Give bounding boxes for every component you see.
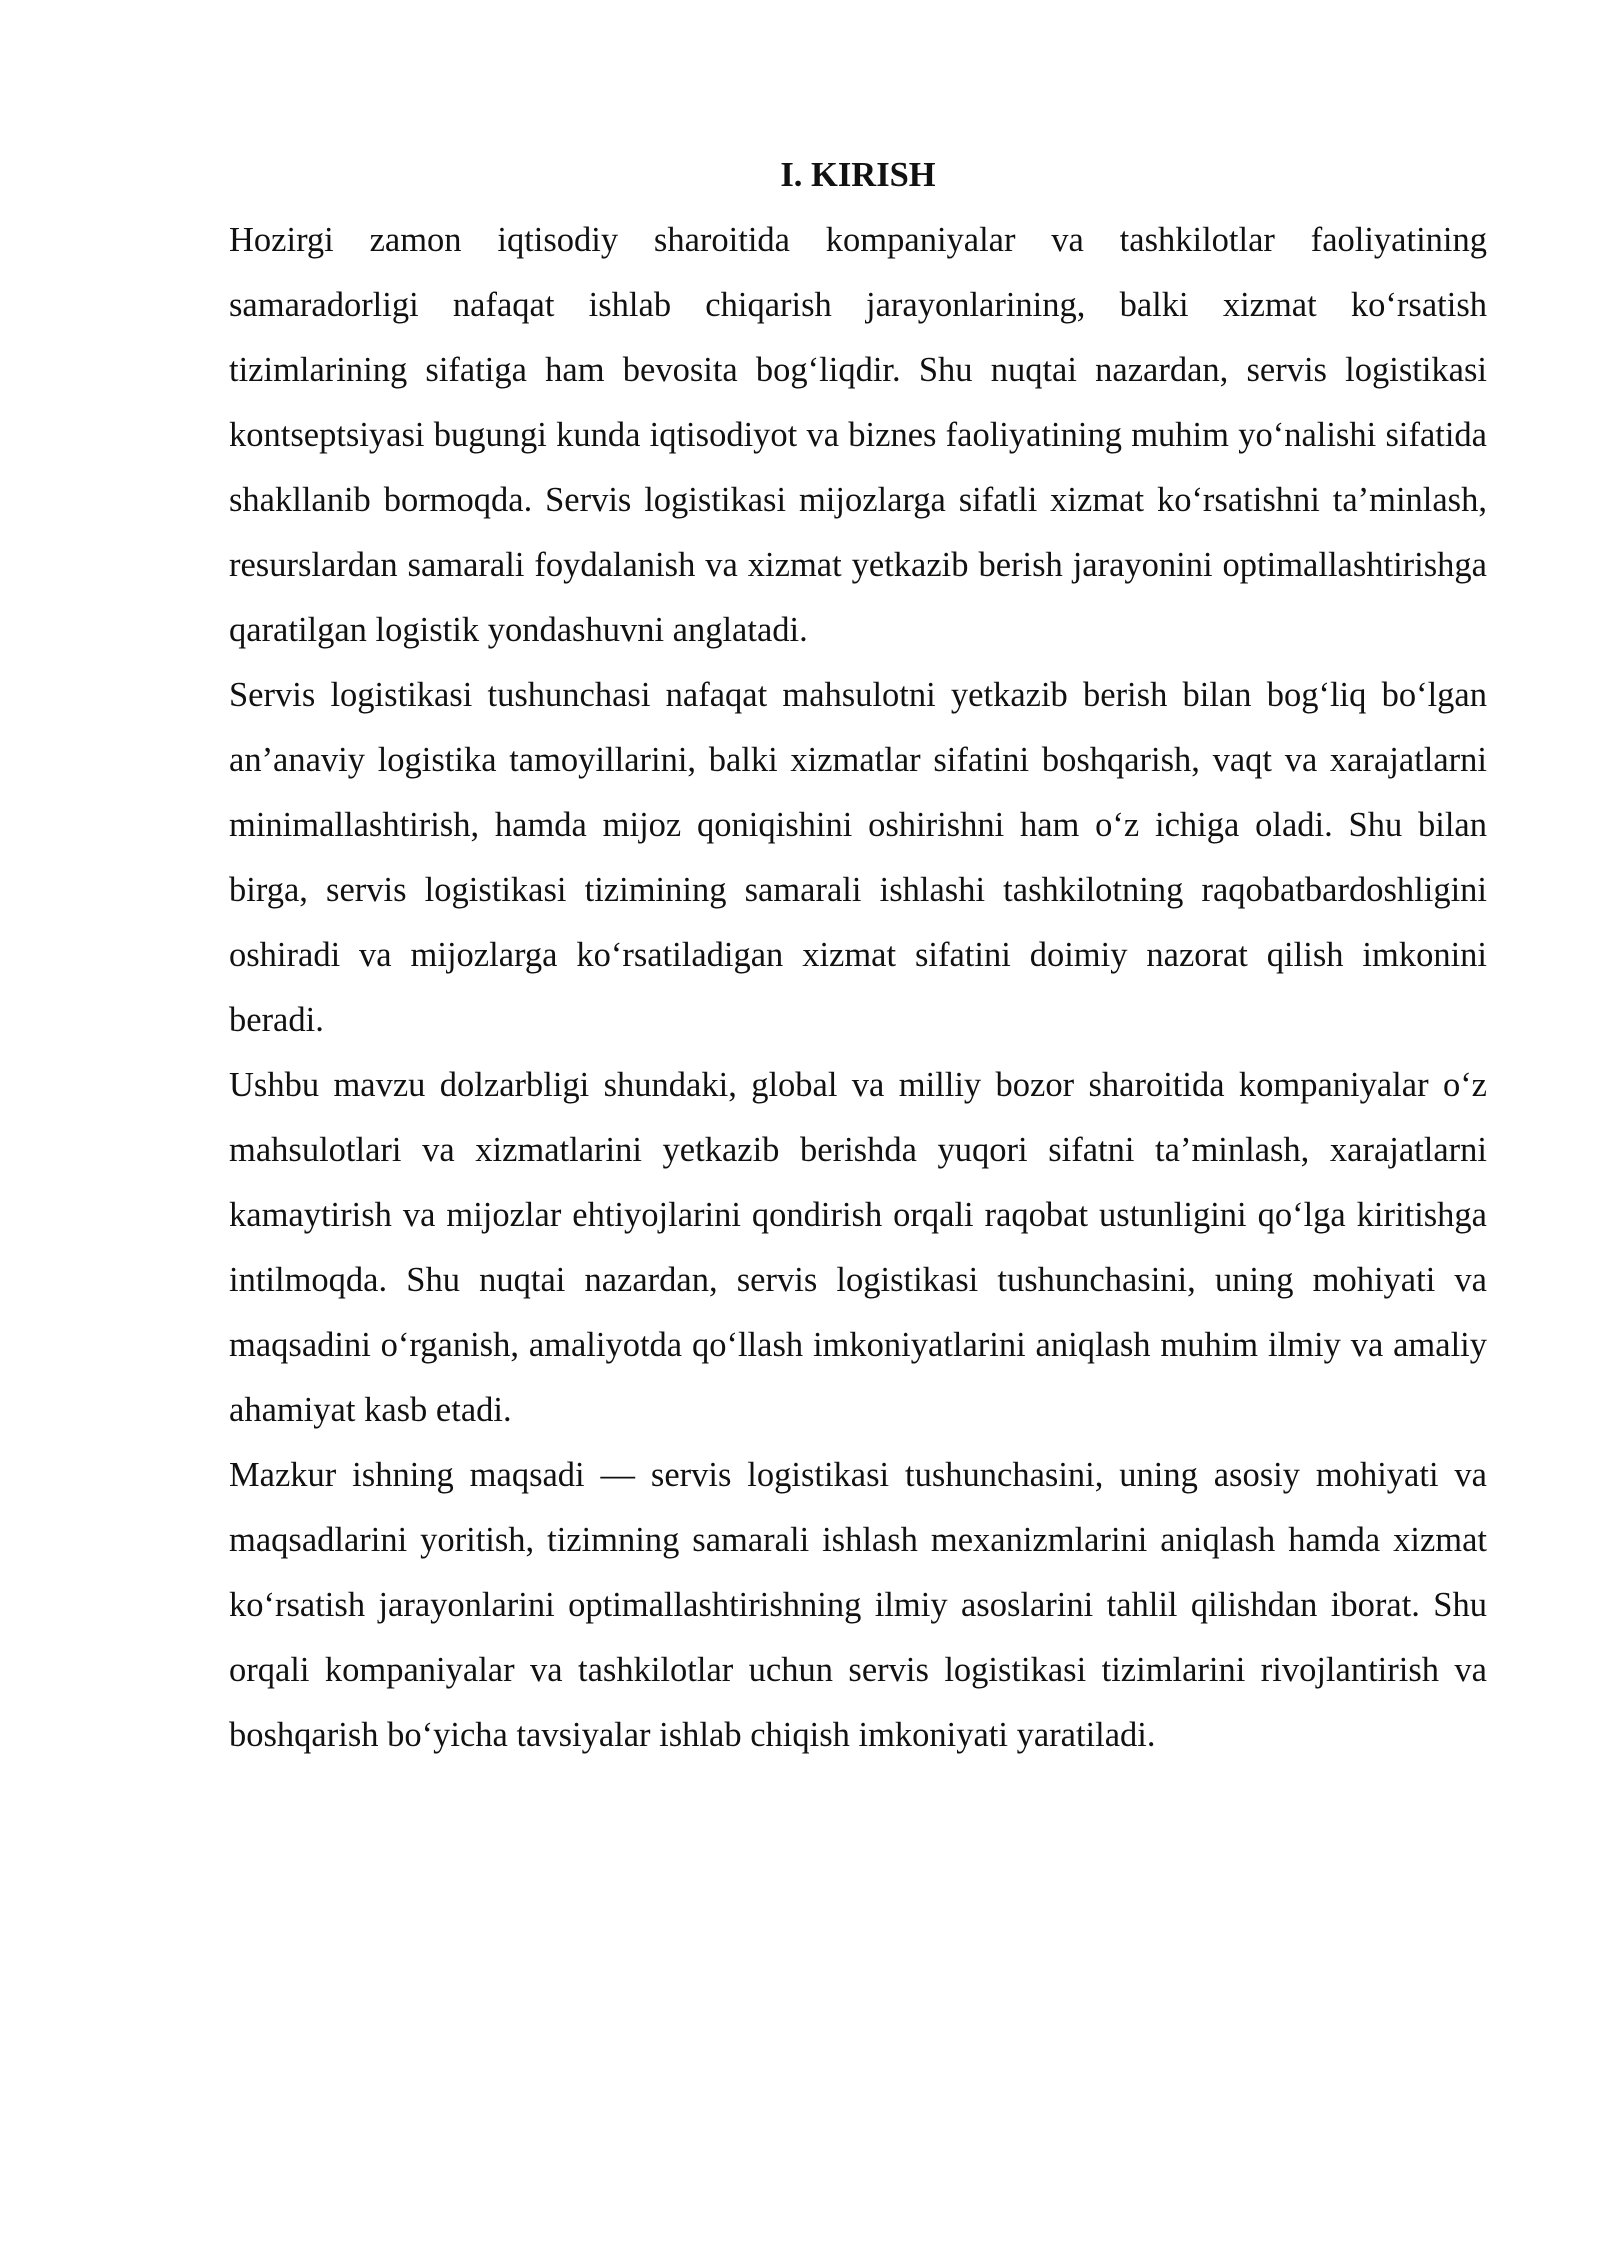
paragraph-4: Mazkur ishning maqsadi — servis logistikasi tushunchasini, uning asosiy mohiyati va maqsadlarini yoritish, tizimning samarali ishlash mexanizmlarini aniqlash hamda xizmat ko‘rsatish jarayonlarini optimallashtirishning ilmiy asoslarini tahlil qilishdan iborat. Shu orqali kompaniyalar va tashkilotlar uchun servis logistikasi tizimlarini rivojlantirish va boshqarish bo‘yicha tavsiyalar ishlab chiqish imkoniyati yaratiladi.: [229, 1456, 1487, 1754]
section-heading: I. KIRISH: [780, 156, 936, 194]
document-page: [229, 150, 1487, 1768]
paragraph-1: Hozirgi zamon iqtisodiy sharoitida kompaniyalar va tashkilotlar faoliyatining samaradorligi nafaqat ishlab chiqarish jarayonlarining, balki xizmat ko‘rsatish tizimlarining sifatiga ham bevosita bog‘liqdir. Shu nuqtai nazardan, servis logistikasi kontseptsiyasi bugungi kunda iqtisodiyot va biznes faoliyatining muhim yo‘nalishi sifatida shakllanib bormoqda. Servis logistikasi mijozlarga sifatli xizmat ko‘rsatishni ta’minlash, resurslardan samarali foydalanish va xizmat yetkazib berish jarayonini optimallashtirishga qaratilgan logistik yondashuvni anglatadi.: [229, 221, 1487, 649]
paragraph-3: Ushbu mavzu dolzarbligi shundaki, global va milliy bozor sharoitida kompaniyalar o‘z mahsulotlari va xizmatlarini yetkazib berishda yuqori sifatni ta’minlash, xarajatlarni kamaytirish va mijozlar ehtiyojlarini qondirish orqali raqobat ustunligini qo‘lga kiritishga intilmoqda. Shu nuqtai nazardan, servis logistikasi tushunchasini, uning mohiyati va maqsadini o‘rganish, amaliyotda qo‘llash imkoniyatlarini aniqlash muhim ilmiy va amaliy ahamiyat kasb etadi.: [229, 1066, 1487, 1429]
paragraph-2: Servis logistikasi tushunchasi nafaqat mahsulotni yetkazib berish bilan bog‘liq bo‘lgan an’anaviy logistika tamoyillarini, balki xizmatlar sifatini boshqarish, vaqt va xarajatlarni minimallashtirish, hamda mijoz qoniqishini oshirishni ham o‘z ichiga oladi. Shu bilan birga, servis logistikasi tizimining samarali ishlashi tashkilotning raqobatbardoshligini oshiradi va mijozlarga ko‘rsatiladigan xizmat sifatini doimiy nazorat qilish imkonini beradi.: [229, 676, 1487, 1039]
